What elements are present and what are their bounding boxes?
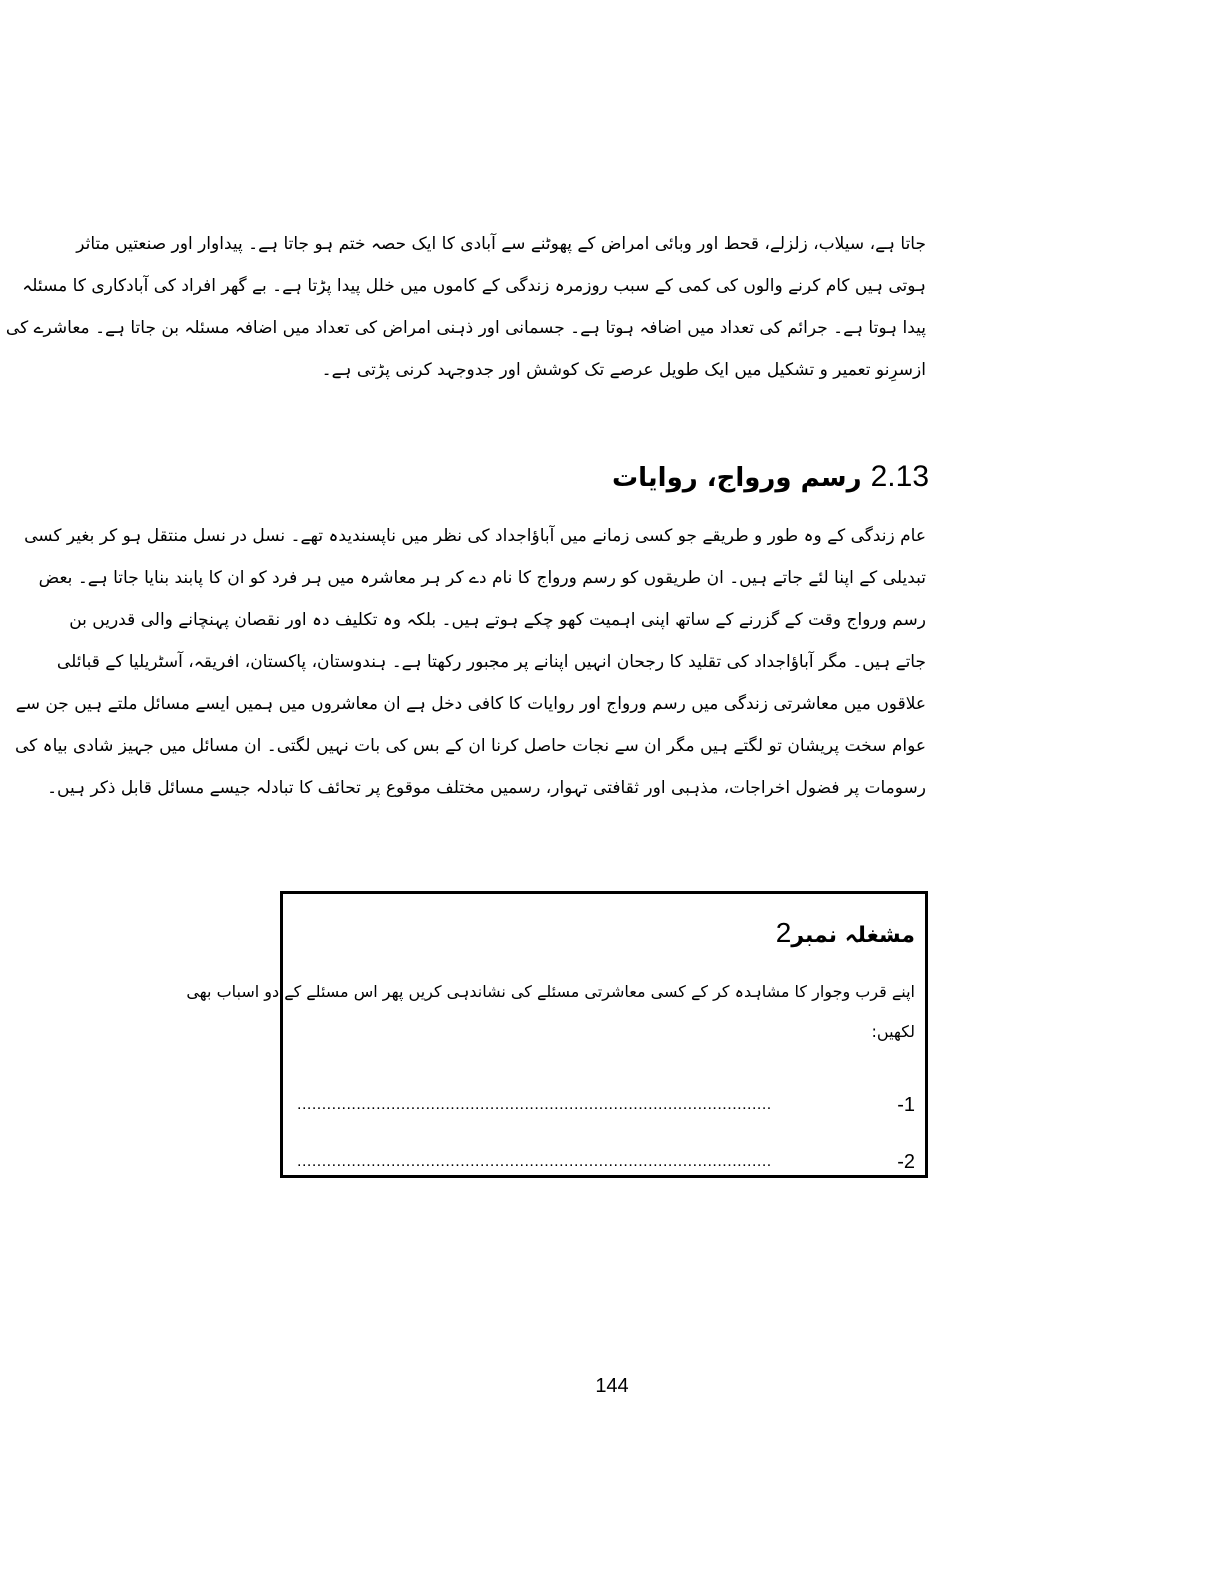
paragraph-line: رسومات پر فضول اخراجات، مذہبی اور ثقافتی تہوار، رسمیں مختلف موقوع پر تحائف کا تبادلہ جیسے مسائل قابل ذکر ہیں۔ [47,778,926,798]
answer-number: -1 [897,1094,915,1116]
answer-line-1[interactable] [289,1090,915,1120]
paragraph-line: عام زندگی کے وہ طور و طریقے جو کسی زمانے میں آباؤاجداد کی نظر میں ناپسندیدہ تھے۔ نسل در نسل منتقل ہو کر بغیر کسی [24,526,926,546]
activity-instruction [186,972,915,1052]
paragraph-line: عوام سخت پریشان تو لگتے ہیں مگر ان سے نجات حاصل کرنا ان کے بس کی بات نہیں لگتی۔ ان مسائل میں جہیز شادی بیاہ کی [14,736,926,756]
section-paragraph [14,515,926,809]
page-number: 144 [595,1375,629,1397]
paragraph-line: علاقوں میں معاشرتی زندگی میں رسم ورواج اور روایات کا کافی دخل ہے ان معاشروں میں ہمیں ایسے مسائل ملتے ہیں جن سے [15,694,926,714]
paragraph-line: ہوتی ہیں کام کرنے والوں کی کمی کے سبب روزمرہ زندگی کے کاموں میں خلل پیدا پڑتا ہے۔ بے گھر افراد کی آبادکاری کا مسئلہ [22,276,926,296]
instruction-line: اپنے قرب وجوار کا مشاہدہ کر کے کسی معاشرتی مسئلے کی نشاندہی کریں پھر اس مسئلے کے دو اسباب بھی [186,982,915,1001]
answer-blank[interactable]: ................................................................................................ [297,1153,772,1170]
section-title: رسم ورواج، روایات [612,463,862,493]
paragraph-line: ازسرِنو تعمیر و تشکیل میں ایک طویل عرصے تک کوشش اور جدوجہد کرنی پڑتی ہے۔ [321,360,926,380]
paragraph-line: تبدیلی کے اپنا لئے جاتے ہیں۔ ان طریقوں کو رسم ورواج کا نام دے کر ہر معاشرہ میں ہر فرد کو ان کا پابند بنایا جاتا ہے۔ بعض [38,568,926,588]
activity-number: 2 [775,917,792,948]
answer-number: -2 [897,1151,915,1173]
activity-title [776,916,915,953]
paragraph-line: جاتا ہے، سیلاب، زلزلے، قحط اور وبائی امراض کے پھوٹنے سے آبادی کا ایک حصہ ختم ہو جاتا ہے۔ پیداوار اور صنعتیں متاثر [76,234,926,254]
paragraph-line: پیدا ہوتا ہے۔ جرائم کی تعداد میں اضافہ ہوتا ہے۔ جسمانی اور ذہنی امراض کی تعداد میں اضافہ مسئلہ بن جاتا ہے۔ معاشرے کی [5,318,926,338]
section-number: 2.13 [870,460,929,493]
paragraph-continued [5,223,926,391]
paragraph-line: جاتے ہیں۔ مگر آباؤاجداد کی تقلید کا رجحان انہیں اپنانے پر مجبور رکھتا ہے۔ ہندوستان، پاکستان، افریقہ، آسٹریلیا کے قبائلی [56,652,926,672]
paragraph-line: رسم ورواج وقت کے گزرنے کے ساتھ اپنی اہمیت کھو چکے ہوتے ہیں۔ بلکہ وہ تکلیف دہ اور نقصان پہنچانے والی قدریں بن [69,610,926,630]
section-heading [612,457,929,498]
answer-blank[interactable]: ................................................................................................ [297,1096,772,1113]
activity-title-label: مشغلہ نمبر [791,923,915,948]
instruction-line: لکھیں: [871,1022,915,1041]
activity-box [186,891,928,1178]
answer-line-2[interactable] [289,1147,915,1177]
